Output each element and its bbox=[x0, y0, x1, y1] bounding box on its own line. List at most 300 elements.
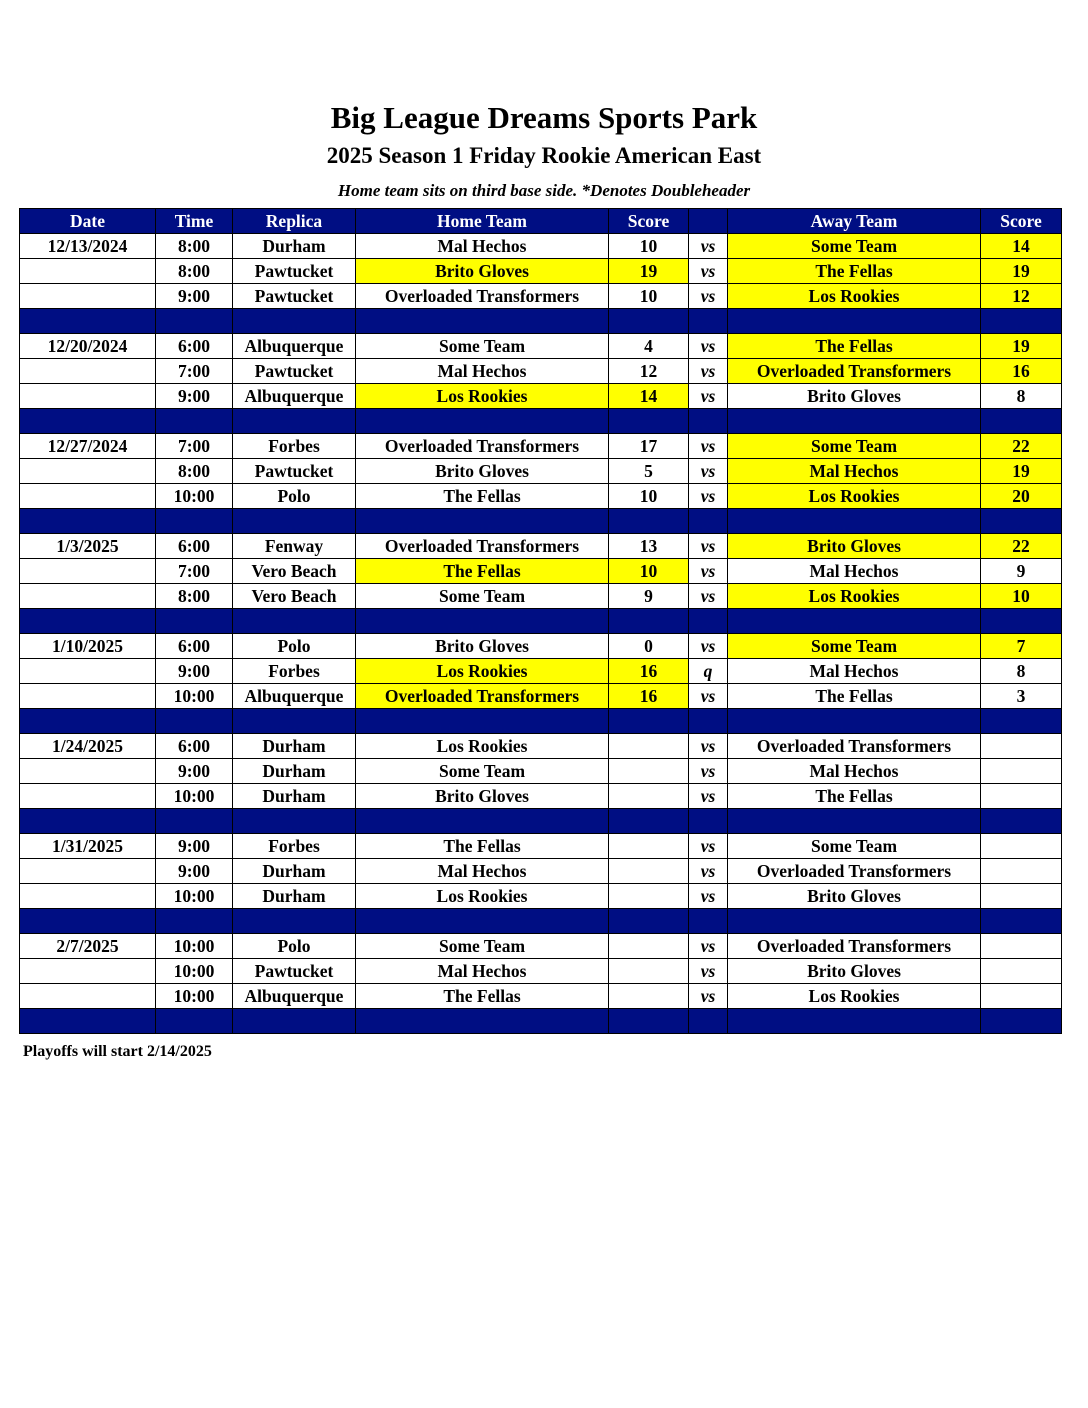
separator-row bbox=[20, 509, 1062, 534]
date-cell: 1/10/2025 bbox=[20, 634, 156, 659]
separator-row bbox=[20, 609, 1062, 634]
date-cell bbox=[20, 684, 156, 709]
separator-cell bbox=[981, 909, 1062, 934]
home-team-cell: Mal Hechos bbox=[356, 359, 609, 384]
away-score-cell: 14 bbox=[981, 234, 1062, 259]
separator-cell bbox=[981, 609, 1062, 634]
home-team-cell: Los Rookies bbox=[356, 659, 609, 684]
vs-cell: vs bbox=[689, 459, 728, 484]
away-score-cell bbox=[981, 734, 1062, 759]
date-cell bbox=[20, 959, 156, 984]
footer-note: Playoffs will start 2/14/2025 bbox=[23, 1043, 212, 1060]
separator-cell bbox=[20, 309, 156, 334]
away-team-cell: Brito Gloves bbox=[728, 884, 981, 909]
away-score-cell: 22 bbox=[981, 534, 1062, 559]
home-team-cell: Some Team bbox=[356, 584, 609, 609]
away-score-cell: 9 bbox=[981, 559, 1062, 584]
date-cell bbox=[20, 584, 156, 609]
away-team-cell: Some Team bbox=[728, 834, 981, 859]
replica-cell: Polo bbox=[233, 634, 356, 659]
vs-cell: vs bbox=[689, 959, 728, 984]
away-team-cell: The Fellas bbox=[728, 684, 981, 709]
away-team-cell: Some Team bbox=[728, 234, 981, 259]
home-score-cell bbox=[609, 834, 689, 859]
away-team-cell: Mal Hechos bbox=[728, 459, 981, 484]
home-score-cell: 5 bbox=[609, 459, 689, 484]
separator-cell bbox=[20, 509, 156, 534]
col-away-team: Away Team bbox=[728, 209, 981, 234]
time-cell: 6:00 bbox=[156, 334, 233, 359]
home-score-cell: 10 bbox=[609, 234, 689, 259]
away-team-cell: Mal Hechos bbox=[728, 559, 981, 584]
vs-cell: vs bbox=[689, 684, 728, 709]
separator-cell bbox=[609, 509, 689, 534]
time-cell: 8:00 bbox=[156, 459, 233, 484]
game-row bbox=[20, 334, 1062, 359]
vs-cell: vs bbox=[689, 284, 728, 309]
replica-cell: Pawtucket bbox=[233, 359, 356, 384]
away-team-cell: Brito Gloves bbox=[728, 534, 981, 559]
home-score-cell: 12 bbox=[609, 359, 689, 384]
time-cell: 6:00 bbox=[156, 734, 233, 759]
date-cell bbox=[20, 859, 156, 884]
away-score-cell: 20 bbox=[981, 484, 1062, 509]
away-score-cell bbox=[981, 959, 1062, 984]
home-team-cell: Overloaded Transformers bbox=[356, 284, 609, 309]
home-team-cell: Brito Gloves bbox=[356, 634, 609, 659]
home-team-cell: The Fellas bbox=[356, 834, 609, 859]
date-cell: 1/3/2025 bbox=[20, 534, 156, 559]
col-vs bbox=[689, 209, 728, 234]
vs-cell: vs bbox=[689, 534, 728, 559]
replica-cell: Pawtucket bbox=[233, 459, 356, 484]
separator-cell bbox=[156, 909, 233, 934]
date-cell: 1/31/2025 bbox=[20, 834, 156, 859]
time-cell: 10:00 bbox=[156, 984, 233, 1009]
date-cell: 12/20/2024 bbox=[20, 334, 156, 359]
schedule-table bbox=[19, 208, 1062, 1034]
home-team-cell: Overloaded Transformers bbox=[356, 684, 609, 709]
vs-cell: vs bbox=[689, 334, 728, 359]
game-row bbox=[20, 834, 1062, 859]
vs-cell: vs bbox=[689, 734, 728, 759]
away-score-cell: 16 bbox=[981, 359, 1062, 384]
away-score-cell bbox=[981, 759, 1062, 784]
col-home-score: Score bbox=[609, 209, 689, 234]
separator-cell bbox=[356, 709, 609, 734]
separator-cell bbox=[356, 909, 609, 934]
separator-cell bbox=[689, 409, 728, 434]
separator-cell bbox=[981, 709, 1062, 734]
home-team-cell: Some Team bbox=[356, 934, 609, 959]
replica-cell: Pawtucket bbox=[233, 284, 356, 309]
vs-cell: vs bbox=[689, 759, 728, 784]
home-team-cell: Overloaded Transformers bbox=[356, 534, 609, 559]
home-team-cell: The Fellas bbox=[356, 559, 609, 584]
date-cell bbox=[20, 559, 156, 584]
away-score-cell: 22 bbox=[981, 434, 1062, 459]
vs-cell: vs bbox=[689, 859, 728, 884]
date-cell bbox=[20, 659, 156, 684]
home-team-cell: Los Rookies bbox=[356, 884, 609, 909]
game-row bbox=[20, 884, 1062, 909]
away-score-cell: 19 bbox=[981, 259, 1062, 284]
replica-cell: Vero Beach bbox=[233, 584, 356, 609]
home-score-cell: 13 bbox=[609, 534, 689, 559]
separator-cell bbox=[233, 309, 356, 334]
replica-cell: Polo bbox=[233, 934, 356, 959]
separator-cell bbox=[689, 909, 728, 934]
game-row bbox=[20, 934, 1062, 959]
time-cell: 8:00 bbox=[156, 584, 233, 609]
away-score-cell: 10 bbox=[981, 584, 1062, 609]
vs-cell: vs bbox=[689, 484, 728, 509]
time-cell: 6:00 bbox=[156, 534, 233, 559]
separator-cell bbox=[689, 809, 728, 834]
away-team-cell: The Fellas bbox=[728, 334, 981, 359]
away-score-cell bbox=[981, 834, 1062, 859]
vs-cell: vs bbox=[689, 434, 728, 459]
vs-cell: vs bbox=[689, 234, 728, 259]
time-cell: 7:00 bbox=[156, 434, 233, 459]
date-cell bbox=[20, 384, 156, 409]
away-team-cell: Mal Hechos bbox=[728, 659, 981, 684]
col-time: Time bbox=[156, 209, 233, 234]
replica-cell: Durham bbox=[233, 734, 356, 759]
away-score-cell bbox=[981, 784, 1062, 809]
game-row bbox=[20, 684, 1062, 709]
separator-cell bbox=[356, 409, 609, 434]
away-team-cell: Overloaded Transformers bbox=[728, 934, 981, 959]
time-cell: 7:00 bbox=[156, 559, 233, 584]
away-team-cell: Los Rookies bbox=[728, 584, 981, 609]
date-cell bbox=[20, 459, 156, 484]
separator-cell bbox=[728, 609, 981, 634]
separator-cell bbox=[609, 709, 689, 734]
home-score-cell: 0 bbox=[609, 634, 689, 659]
schedule-body bbox=[20, 234, 1062, 1034]
home-team-cell: Brito Gloves bbox=[356, 459, 609, 484]
away-score-cell bbox=[981, 859, 1062, 884]
game-row bbox=[20, 259, 1062, 284]
away-score-cell: 12 bbox=[981, 284, 1062, 309]
home-score-cell bbox=[609, 884, 689, 909]
home-score-cell: 16 bbox=[609, 659, 689, 684]
home-score-cell: 10 bbox=[609, 559, 689, 584]
separator-cell bbox=[156, 609, 233, 634]
vs-cell: vs bbox=[689, 834, 728, 859]
home-team-cell: The Fellas bbox=[356, 984, 609, 1009]
home-score-cell: 10 bbox=[609, 484, 689, 509]
page-title: Big League Dreams Sports Park bbox=[330, 100, 758, 135]
home-score-cell bbox=[609, 984, 689, 1009]
away-team-cell: Some Team bbox=[728, 434, 981, 459]
time-cell: 10:00 bbox=[156, 959, 233, 984]
time-cell: 7:00 bbox=[156, 359, 233, 384]
home-score-cell: 17 bbox=[609, 434, 689, 459]
col-date: Date bbox=[20, 209, 156, 234]
separator-cell bbox=[156, 409, 233, 434]
time-cell: 9:00 bbox=[156, 659, 233, 684]
replica-cell: Durham bbox=[233, 784, 356, 809]
away-score-cell: 3 bbox=[981, 684, 1062, 709]
away-score-cell: 7 bbox=[981, 634, 1062, 659]
time-cell: 9:00 bbox=[156, 759, 233, 784]
separator-row bbox=[20, 409, 1062, 434]
separator-row bbox=[20, 909, 1062, 934]
vs-cell: vs bbox=[689, 634, 728, 659]
home-score-cell bbox=[609, 859, 689, 884]
vs-cell: vs bbox=[689, 934, 728, 959]
separator-cell bbox=[356, 309, 609, 334]
home-team-cell: Some Team bbox=[356, 334, 609, 359]
separator-cell bbox=[689, 609, 728, 634]
separator-cell bbox=[233, 809, 356, 834]
page-note: Home team sits on third base side. *Denotes Doubleheader bbox=[337, 181, 751, 200]
replica-cell: Albuquerque bbox=[233, 984, 356, 1009]
separator-cell bbox=[233, 909, 356, 934]
separator-cell bbox=[356, 1009, 609, 1034]
game-row bbox=[20, 959, 1062, 984]
home-team-cell: Mal Hechos bbox=[356, 859, 609, 884]
separator-cell bbox=[728, 409, 981, 434]
separator-cell bbox=[981, 1009, 1062, 1034]
home-team-cell: The Fellas bbox=[356, 484, 609, 509]
time-cell: 9:00 bbox=[156, 384, 233, 409]
separator-cell bbox=[20, 809, 156, 834]
separator-cell bbox=[609, 309, 689, 334]
home-team-cell: Brito Gloves bbox=[356, 259, 609, 284]
separator-cell bbox=[728, 509, 981, 534]
separator-row bbox=[20, 309, 1062, 334]
game-row bbox=[20, 984, 1062, 1009]
home-score-cell: 19 bbox=[609, 259, 689, 284]
separator-cell bbox=[233, 1009, 356, 1034]
time-cell: 10:00 bbox=[156, 784, 233, 809]
replica-cell: Albuquerque bbox=[233, 684, 356, 709]
time-cell: 9:00 bbox=[156, 284, 233, 309]
away-team-cell: Brito Gloves bbox=[728, 384, 981, 409]
home-team-cell: Brito Gloves bbox=[356, 784, 609, 809]
replica-cell: Polo bbox=[233, 484, 356, 509]
date-cell bbox=[20, 284, 156, 309]
separator-cell bbox=[728, 709, 981, 734]
separator-row bbox=[20, 709, 1062, 734]
game-row bbox=[20, 534, 1062, 559]
replica-cell: Forbes bbox=[233, 659, 356, 684]
separator-row bbox=[20, 1009, 1062, 1034]
separator-cell bbox=[609, 409, 689, 434]
away-team-cell: Overloaded Transformers bbox=[728, 734, 981, 759]
away-team-cell: Mal Hechos bbox=[728, 759, 981, 784]
vs-cell: q bbox=[689, 659, 728, 684]
separator-cell bbox=[156, 709, 233, 734]
replica-cell: Durham bbox=[233, 759, 356, 784]
replica-cell: Durham bbox=[233, 234, 356, 259]
date-cell bbox=[20, 884, 156, 909]
vs-cell: vs bbox=[689, 584, 728, 609]
game-row bbox=[20, 284, 1062, 309]
separator-cell bbox=[356, 609, 609, 634]
away-team-cell: Overloaded Transformers bbox=[728, 359, 981, 384]
home-score-cell: 14 bbox=[609, 384, 689, 409]
separator-cell bbox=[981, 409, 1062, 434]
separator-cell bbox=[689, 509, 728, 534]
game-row bbox=[20, 484, 1062, 509]
separator-cell bbox=[233, 509, 356, 534]
home-team-cell: Los Rookies bbox=[356, 384, 609, 409]
away-score-cell: 19 bbox=[981, 334, 1062, 359]
away-team-cell: The Fellas bbox=[728, 259, 981, 284]
home-team-cell: Overloaded Transformers bbox=[356, 434, 609, 459]
game-row bbox=[20, 384, 1062, 409]
col-home-team: Home Team bbox=[356, 209, 609, 234]
separator-cell bbox=[981, 809, 1062, 834]
separator-cell bbox=[233, 609, 356, 634]
home-score-cell bbox=[609, 784, 689, 809]
separator-cell bbox=[156, 509, 233, 534]
home-score-cell bbox=[609, 759, 689, 784]
separator-cell bbox=[609, 909, 689, 934]
separator-row bbox=[20, 809, 1062, 834]
date-cell: 12/13/2024 bbox=[20, 234, 156, 259]
replica-cell: Pawtucket bbox=[233, 259, 356, 284]
replica-cell: Forbes bbox=[233, 834, 356, 859]
replica-cell: Durham bbox=[233, 859, 356, 884]
away-team-cell: Los Rookies bbox=[728, 484, 981, 509]
replica-cell: Albuquerque bbox=[233, 334, 356, 359]
home-team-cell: Some Team bbox=[356, 759, 609, 784]
game-row bbox=[20, 584, 1062, 609]
game-row bbox=[20, 359, 1062, 384]
separator-cell bbox=[728, 809, 981, 834]
time-cell: 10:00 bbox=[156, 484, 233, 509]
separator-cell bbox=[156, 1009, 233, 1034]
separator-cell bbox=[156, 809, 233, 834]
vs-cell: vs bbox=[689, 559, 728, 584]
vs-cell: vs bbox=[689, 984, 728, 1009]
date-cell: 12/27/2024 bbox=[20, 434, 156, 459]
col-away-score: Score bbox=[981, 209, 1062, 234]
date-cell bbox=[20, 484, 156, 509]
away-team-cell: The Fellas bbox=[728, 784, 981, 809]
away-score-cell: 8 bbox=[981, 659, 1062, 684]
date-cell bbox=[20, 784, 156, 809]
separator-cell bbox=[728, 309, 981, 334]
separator-cell bbox=[233, 709, 356, 734]
home-team-cell: Los Rookies bbox=[356, 734, 609, 759]
away-score-cell bbox=[981, 934, 1062, 959]
game-row bbox=[20, 859, 1062, 884]
col-replica: Replica bbox=[233, 209, 356, 234]
date-cell bbox=[20, 359, 156, 384]
separator-cell bbox=[609, 809, 689, 834]
vs-cell: vs bbox=[689, 384, 728, 409]
away-score-cell: 19 bbox=[981, 459, 1062, 484]
vs-cell: vs bbox=[689, 884, 728, 909]
game-row bbox=[20, 434, 1062, 459]
away-score-cell: 8 bbox=[981, 384, 1062, 409]
separator-cell bbox=[609, 609, 689, 634]
home-score-cell: 9 bbox=[609, 584, 689, 609]
vs-cell: vs bbox=[689, 359, 728, 384]
away-score-cell bbox=[981, 984, 1062, 1009]
away-team-cell: Los Rookies bbox=[728, 284, 981, 309]
game-row bbox=[20, 634, 1062, 659]
vs-cell: vs bbox=[689, 784, 728, 809]
replica-cell: Fenway bbox=[233, 534, 356, 559]
home-score-cell bbox=[609, 934, 689, 959]
home-score-cell: 16 bbox=[609, 684, 689, 709]
separator-cell bbox=[20, 909, 156, 934]
time-cell: 8:00 bbox=[156, 234, 233, 259]
header-row bbox=[20, 209, 1062, 234]
home-score-cell bbox=[609, 734, 689, 759]
replica-cell: Durham bbox=[233, 884, 356, 909]
away-team-cell: Los Rookies bbox=[728, 984, 981, 1009]
game-row bbox=[20, 559, 1062, 584]
page-subtitle: 2025 Season 1 Friday Rookie American East bbox=[326, 143, 762, 168]
time-cell: 10:00 bbox=[156, 884, 233, 909]
home-team-cell: Mal Hechos bbox=[356, 959, 609, 984]
separator-cell bbox=[981, 509, 1062, 534]
separator-cell bbox=[20, 609, 156, 634]
away-team-cell: Some Team bbox=[728, 634, 981, 659]
separator-cell bbox=[728, 909, 981, 934]
separator-cell bbox=[356, 509, 609, 534]
game-row bbox=[20, 234, 1062, 259]
time-cell: 8:00 bbox=[156, 259, 233, 284]
time-cell: 9:00 bbox=[156, 859, 233, 884]
separator-cell bbox=[609, 1009, 689, 1034]
replica-cell: Vero Beach bbox=[233, 559, 356, 584]
replica-cell: Albuquerque bbox=[233, 384, 356, 409]
replica-cell: Pawtucket bbox=[233, 959, 356, 984]
date-cell: 1/24/2025 bbox=[20, 734, 156, 759]
separator-cell bbox=[233, 409, 356, 434]
date-cell bbox=[20, 984, 156, 1009]
game-row bbox=[20, 784, 1062, 809]
game-row bbox=[20, 734, 1062, 759]
away-score-cell bbox=[981, 884, 1062, 909]
game-row bbox=[20, 759, 1062, 784]
date-cell: 2/7/2025 bbox=[20, 934, 156, 959]
separator-cell bbox=[20, 1009, 156, 1034]
home-score-cell: 4 bbox=[609, 334, 689, 359]
home-team-cell: Mal Hechos bbox=[356, 234, 609, 259]
separator-cell bbox=[20, 409, 156, 434]
separator-cell bbox=[156, 309, 233, 334]
separator-cell bbox=[689, 1009, 728, 1034]
away-team-cell: Brito Gloves bbox=[728, 959, 981, 984]
game-row bbox=[20, 459, 1062, 484]
game-row bbox=[20, 659, 1062, 684]
vs-cell: vs bbox=[689, 259, 728, 284]
separator-cell bbox=[689, 309, 728, 334]
date-cell bbox=[20, 259, 156, 284]
separator-cell bbox=[20, 709, 156, 734]
separator-cell bbox=[981, 309, 1062, 334]
away-team-cell: Overloaded Transformers bbox=[728, 859, 981, 884]
separator-cell bbox=[356, 809, 609, 834]
time-cell: 9:00 bbox=[156, 834, 233, 859]
separator-cell bbox=[728, 1009, 981, 1034]
date-cell bbox=[20, 759, 156, 784]
time-cell: 6:00 bbox=[156, 634, 233, 659]
replica-cell: Forbes bbox=[233, 434, 356, 459]
home-score-cell: 10 bbox=[609, 284, 689, 309]
home-score-cell bbox=[609, 959, 689, 984]
